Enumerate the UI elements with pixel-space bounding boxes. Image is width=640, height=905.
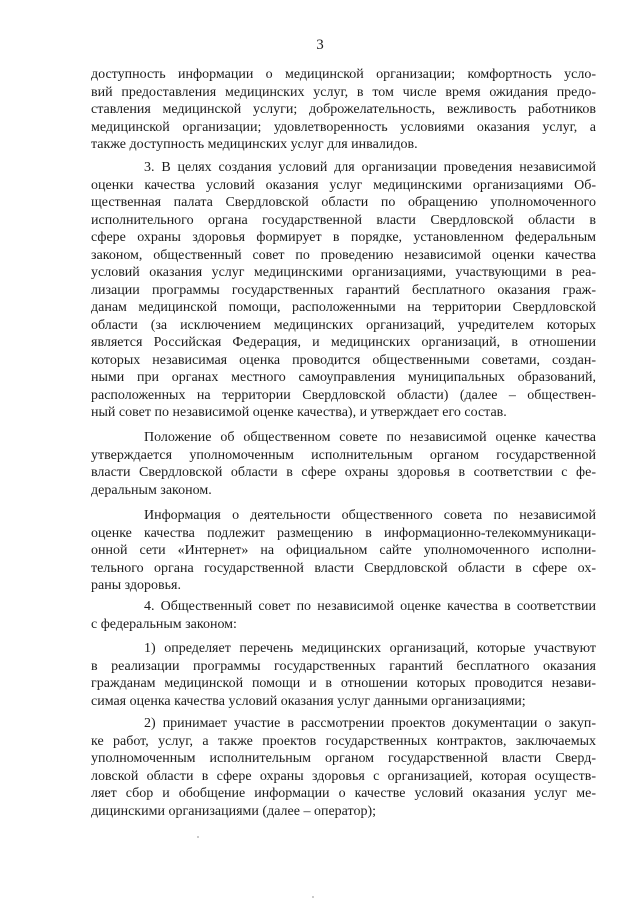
text-line: оценки качества условий оказания услуг медицинскими организациями Об- [91,177,596,193]
paragraph-council-information [91,507,596,595]
text-line: с федеральным законом: [91,616,237,632]
text-line: 4. Общественный совет по независимой оценке качества в соответствии [144,599,596,614]
page-number: 3 [316,37,324,53]
text-line: утверждается уполномоченным исполнительным органом государственной [91,447,596,463]
scan-speck [312,896,314,898]
text-line: исполнительного органа государственной власти Свердловской области в [91,212,596,228]
text-line: тельного органа государственной власти Свердловской области в сфере ох- [91,560,596,576]
text-line: является Российская Федерация, и медицинских организаций, в отношении [91,335,596,350]
text-line: щественная палата Свердловской области по обращению уполномоченного [91,195,596,210]
text-line: онной сети «Интернет» на официальном сайте уполномоченного исполни- [91,543,596,558]
paragraph-4-council-duties [91,598,596,633]
text-line: уполномоченным исполнительным органом государственной власти Сверд- [91,751,596,766]
text-line: деральным законом. [91,482,212,498]
text-line: ловской области в сфере охраны здоровья с организацией, которая осуществ- [91,768,596,784]
text-line: симая оценка качества условий оказания услуг данными организациями; [91,693,526,709]
text-line: 2) принимает участие в рассмотрении проектов документации о закуп- [144,716,596,731]
text-line: Положение об общественном совете по независимой оценке качества [144,430,596,445]
text-line: данам медицинской помощи, расположенными на территории Свердловской [91,300,596,315]
text-line: ными при органах местного самоуправления муниципальных образований, [91,370,596,385]
text-line: оценке качества подлежит размещению в информационно-телекоммуникаци- [91,525,596,541]
text-line: 3. В целях создания условий для организации проведения независимой [144,160,596,175]
text-line: дицинскими организациями (далее – оператор); [91,803,376,819]
text-line: лизации программы государственных гарантий бесплатного оказания граж- [91,282,596,298]
text-line: в реализации программы государственных гарантий бесплатного оказания [91,658,596,674]
text-line: вий предоставления медицинских услуг, в том числе время ожидания предо- [91,84,596,100]
text-line: ляет сбор и обобщение информации о качестве условий оказания услуг ме- [91,786,596,801]
text-line: власти Свердловской области в сфере охраны здоровья в соответствии с фе- [91,465,596,480]
text-line: 1) определяет перечень медицинских организаций, которые участвуют [144,641,596,656]
text-line: области (за исключением медицинских организаций, учредителем которых [91,317,596,333]
text-line: раны здоровья. [91,578,181,593]
paragraph-access-criteria [91,66,596,154]
paragraph-council-regulation [91,429,596,499]
text-line: доступность информации о медицинской организации; комфортность усло- [91,67,596,82]
text-line: ке работ, услуг, а также проектов государственных контрактов, заключаемых [91,733,596,749]
text-line: гражданам медицинской помощи и в отношении которых проводится незави- [91,676,596,691]
paragraph-duty-2 [91,715,596,820]
paragraph-3-public-council-formation [91,159,596,422]
scan-speck [197,836,199,838]
text-line: также доступность медицинских услуг для инвалидов. [91,137,418,152]
text-line: медицинской организации; удовлетворенность условиями оказания услуг, а [91,119,596,135]
paragraph-duty-1 [91,640,596,710]
text-line: ный совет по независимой оценке качества), и утверждает его состав. [91,405,507,420]
text-line: расположенных на территории Свердловской области) (далее – обществен- [91,387,596,403]
text-line: законом, общественный совет по проведению независимой оценки качества [91,247,596,263]
text-line: ставления медицинской услуги; доброжелательность, вежливость работников [91,102,596,117]
text-line: условий оказания услуг медицинскими организациями, участвующими в реа- [91,265,596,280]
text-line: Информация о деятельности общественного совета по независимой [144,508,596,523]
text-line: сфере охраны здоровья формирует в порядке, установленном федеральным [91,230,596,245]
text-line: которых независимая оценка проводится общественными советами, создан- [91,352,596,368]
